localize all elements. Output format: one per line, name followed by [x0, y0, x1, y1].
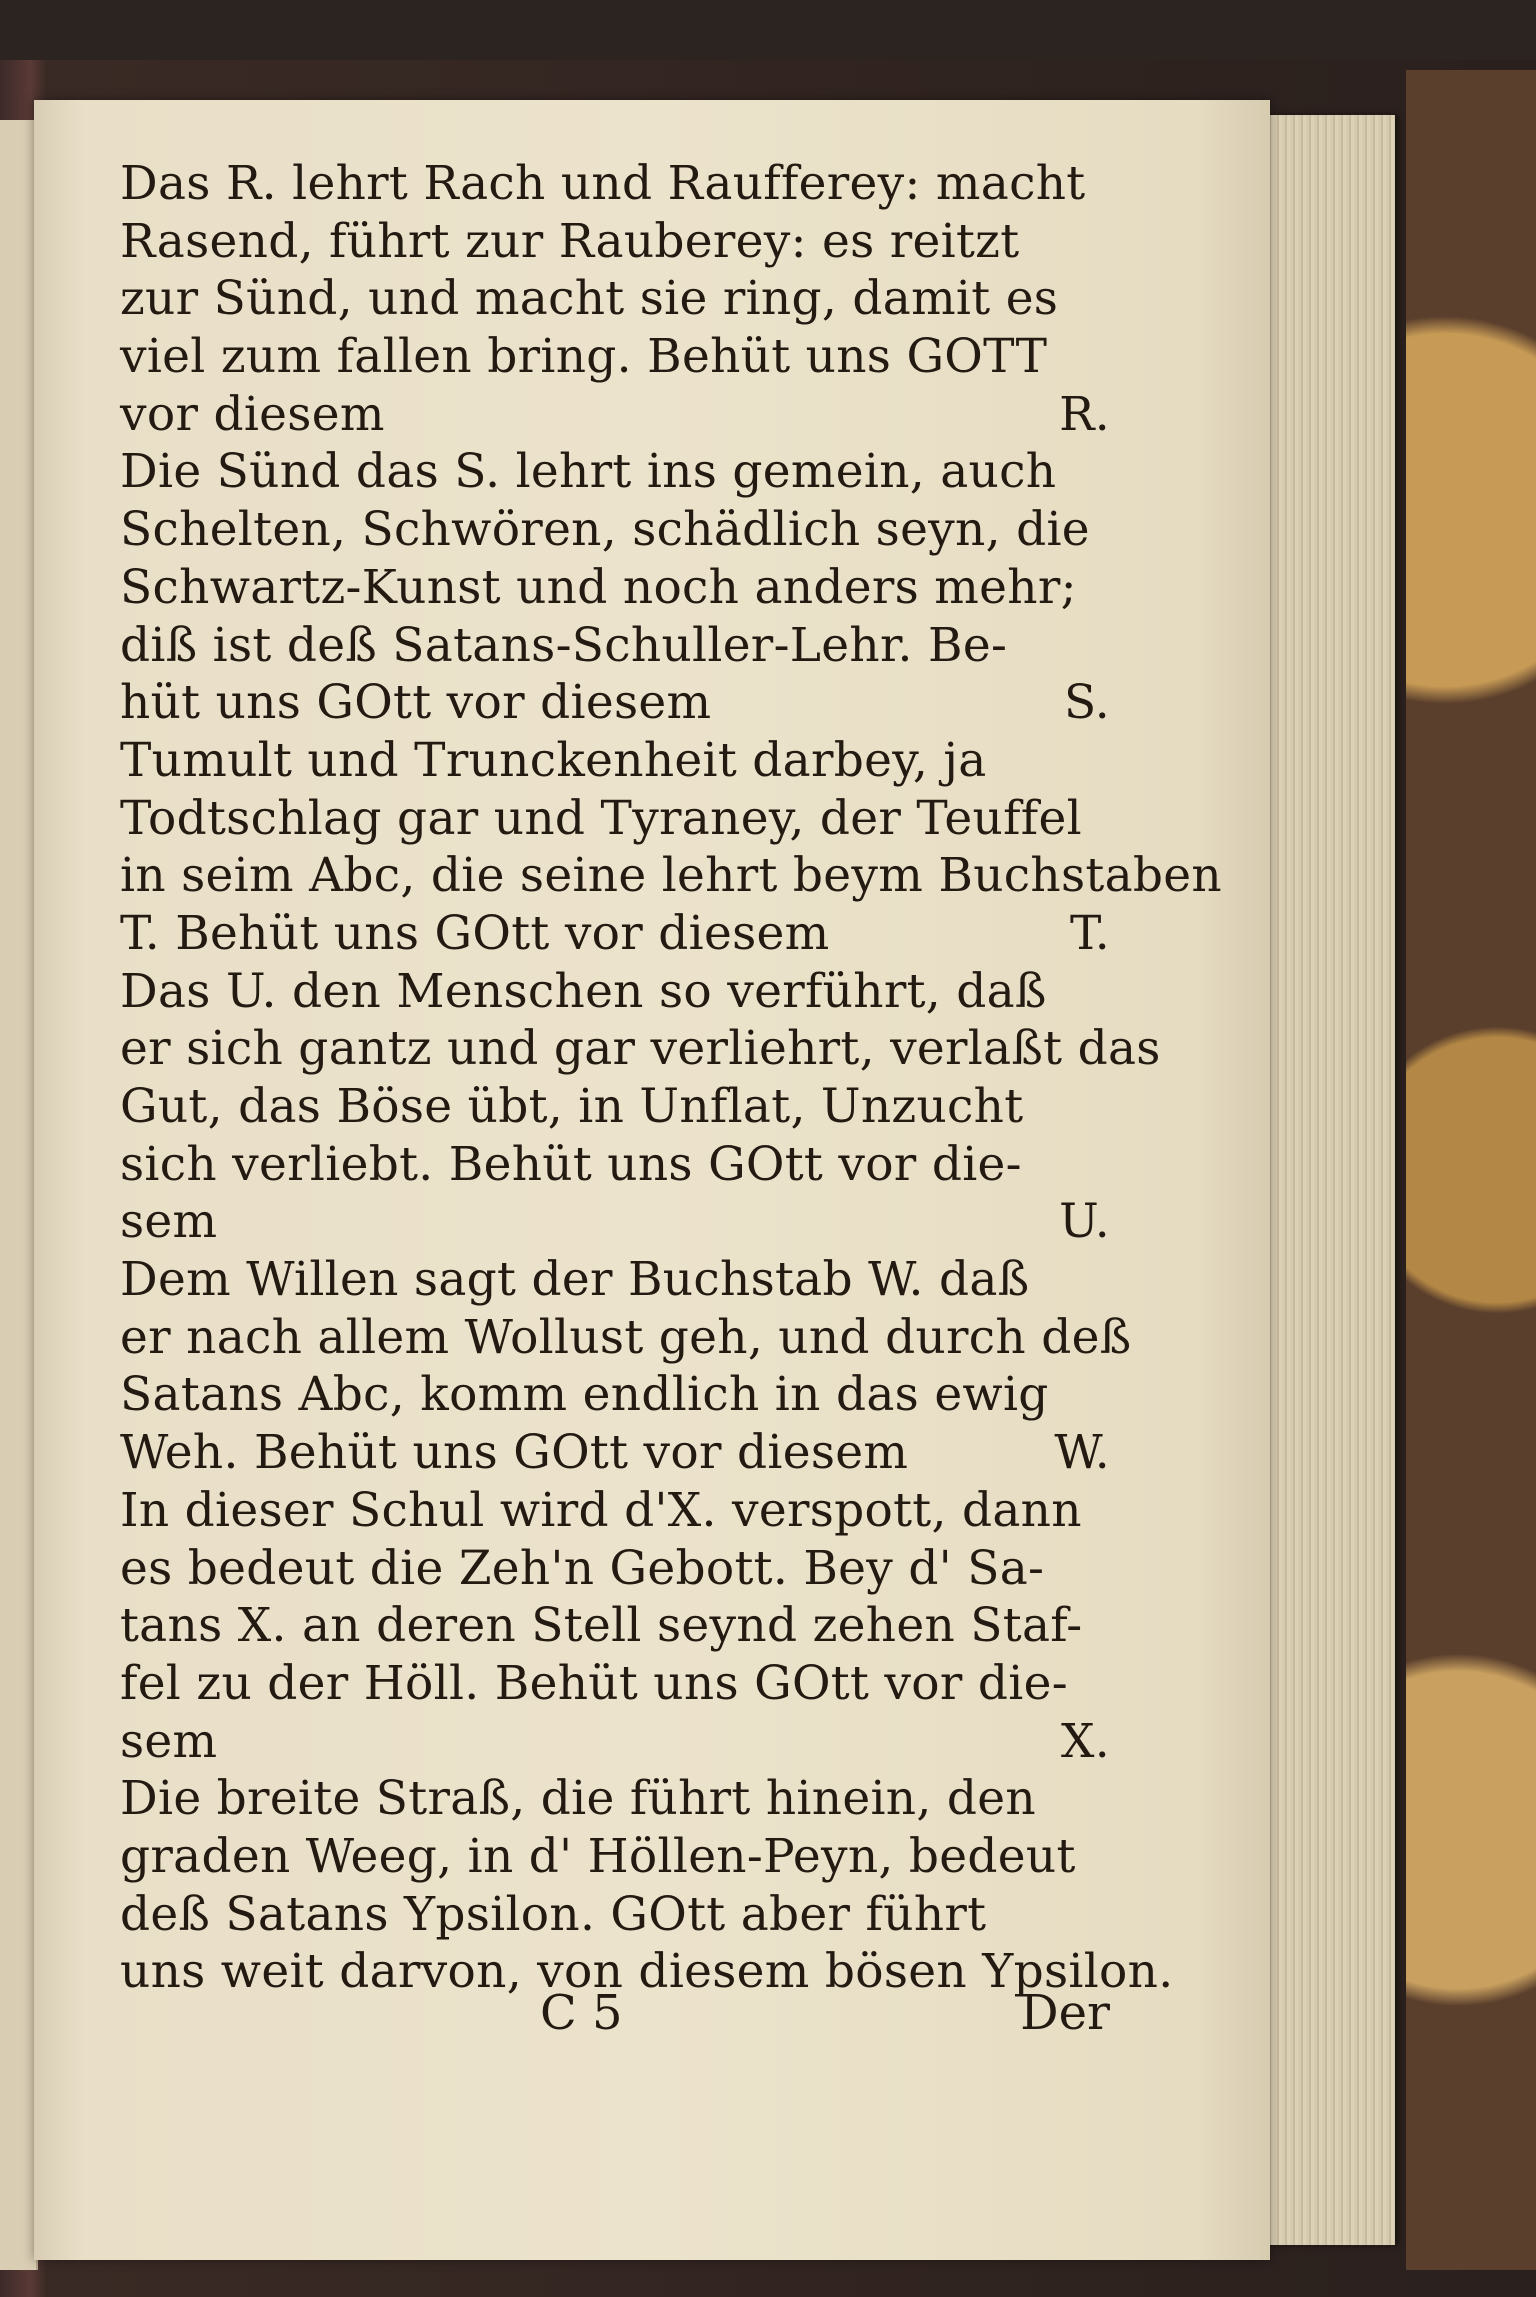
catchword: Der — [1020, 1985, 1110, 2041]
text-line — [120, 732, 1110, 790]
text-line — [120, 559, 1110, 617]
line-text: sem — [120, 1713, 218, 1769]
text-line — [120, 386, 1110, 444]
text-line — [120, 1655, 1110, 1713]
line-text: viel zum fallen bring. Behüt uns GOTT — [120, 329, 1048, 385]
text-line — [120, 1251, 1110, 1309]
text-line — [120, 155, 1110, 213]
text-line — [120, 1424, 1110, 1482]
text-line — [120, 1886, 1110, 1944]
text-line — [120, 1597, 1110, 1655]
line-end-letter: R. — [1059, 386, 1110, 442]
page-text — [120, 155, 1222, 2001]
text-line — [120, 443, 1110, 501]
line-text: in seim Abc, die seine lehrt beym Buchstaben — [120, 848, 1222, 904]
line-text: Schelten, Schwören, schädlich seyn, die — [120, 502, 1090, 558]
line-text: Die breite Straß, die führt hinein, den — [120, 1771, 1036, 1827]
signature-mark: C 5 — [540, 1985, 623, 2041]
line-text: tans X. an deren Stell seynd zehen Staf- — [120, 1598, 1083, 1654]
text-line — [120, 674, 1110, 732]
text-line — [120, 1136, 1110, 1194]
line-end-letter: S. — [1063, 675, 1110, 731]
line-text: Das R. lehrt Rach und Raufferey: macht — [120, 156, 1086, 211]
text-line — [120, 905, 1110, 963]
text-line — [120, 1828, 1110, 1886]
text-line — [120, 1540, 1110, 1598]
line-end-letter: U. — [1059, 1194, 1110, 1250]
line-text: er nach allem Wollust geh, und durch deß — [120, 1309, 1132, 1365]
page-footer — [120, 1985, 1110, 2045]
line-text: zur Sünd, und macht sie ring, damit es — [120, 271, 1059, 327]
text-line — [120, 847, 1222, 905]
line-text: fel zu der Höll. Behüt uns GOtt vor die- — [120, 1655, 1068, 1711]
line-end-letter: T. — [1070, 905, 1110, 961]
text-line — [120, 213, 1110, 271]
line-text: Todtschlag gar und Tyraney, der Teuffel — [120, 790, 1082, 846]
line-text: diß ist deß Satans-Schuller-Lehr. Be- — [120, 617, 1008, 673]
marbled-cover-edge — [1406, 70, 1536, 2270]
text-line — [120, 1020, 1161, 1078]
line-text: deß Satans Ypsilon. GOtt aber führt — [120, 1886, 987, 1942]
line-text: es bedeut die Zeh'n Gebott. Bey d' Sa- — [120, 1540, 1045, 1596]
text-line — [120, 1078, 1110, 1136]
text-line — [120, 1193, 1110, 1251]
line-text: er sich gantz und gar verliehrt, verlaßt das — [120, 1021, 1161, 1077]
text-line — [120, 790, 1110, 848]
text-line — [120, 270, 1110, 328]
text-line — [120, 617, 1110, 675]
text-line — [120, 501, 1110, 559]
line-text: Tumult und Trunckenheit darbey, ja — [120, 732, 987, 788]
line-text: sich verliebt. Behüt uns GOtt vor die- — [120, 1136, 1022, 1192]
line-text: Satans Abc, komm endlich in das ewig — [120, 1367, 1049, 1423]
text-line — [120, 328, 1110, 386]
text-line — [120, 1309, 1132, 1367]
line-text: uns weit darvon, von diesem bösen Ypsilon. — [120, 1944, 1174, 2000]
line-text: Weh. Behüt uns GOtt vor diesem — [120, 1425, 909, 1481]
text-line — [120, 1366, 1110, 1424]
line-text: Gut, das Böse übt, in Unflat, Unzucht — [120, 1079, 1024, 1134]
line-end-letter: X. — [1061, 1713, 1110, 1769]
text-line — [120, 1770, 1110, 1828]
text-line — [120, 1713, 1110, 1771]
line-text: Schwartz-Kunst und noch anders mehr; — [120, 559, 1077, 615]
line-text: Rasend, führt zur Rauberey: es reitzt — [120, 213, 1020, 269]
page-stack-edge — [1250, 115, 1395, 2245]
line-text: Die Sünd das S. lehrt ins gemein, auch — [120, 444, 1057, 500]
previous-page-edge — [0, 120, 38, 2270]
line-text: graden Weeg, in d' Höllen-Peyn, bedeut — [120, 1828, 1076, 1884]
line-text: Dem Willen sagt der Buchstab W. daß — [120, 1252, 1030, 1308]
line-text: vor diesem — [120, 386, 385, 442]
line-text: Das U. den Menschen so verführt, daß — [120, 963, 1047, 1019]
line-text: sem — [120, 1194, 218, 1250]
line-end-letter: W. — [1054, 1425, 1110, 1481]
line-text: hüt uns GOtt vor diesem — [120, 675, 712, 731]
text-line — [120, 963, 1110, 1021]
line-text: In dieser Schul wird d'X. verspott, dann — [120, 1482, 1082, 1538]
text-line — [120, 1482, 1110, 1540]
line-text: T. Behüt uns GOtt vor diesem — [120, 905, 830, 961]
